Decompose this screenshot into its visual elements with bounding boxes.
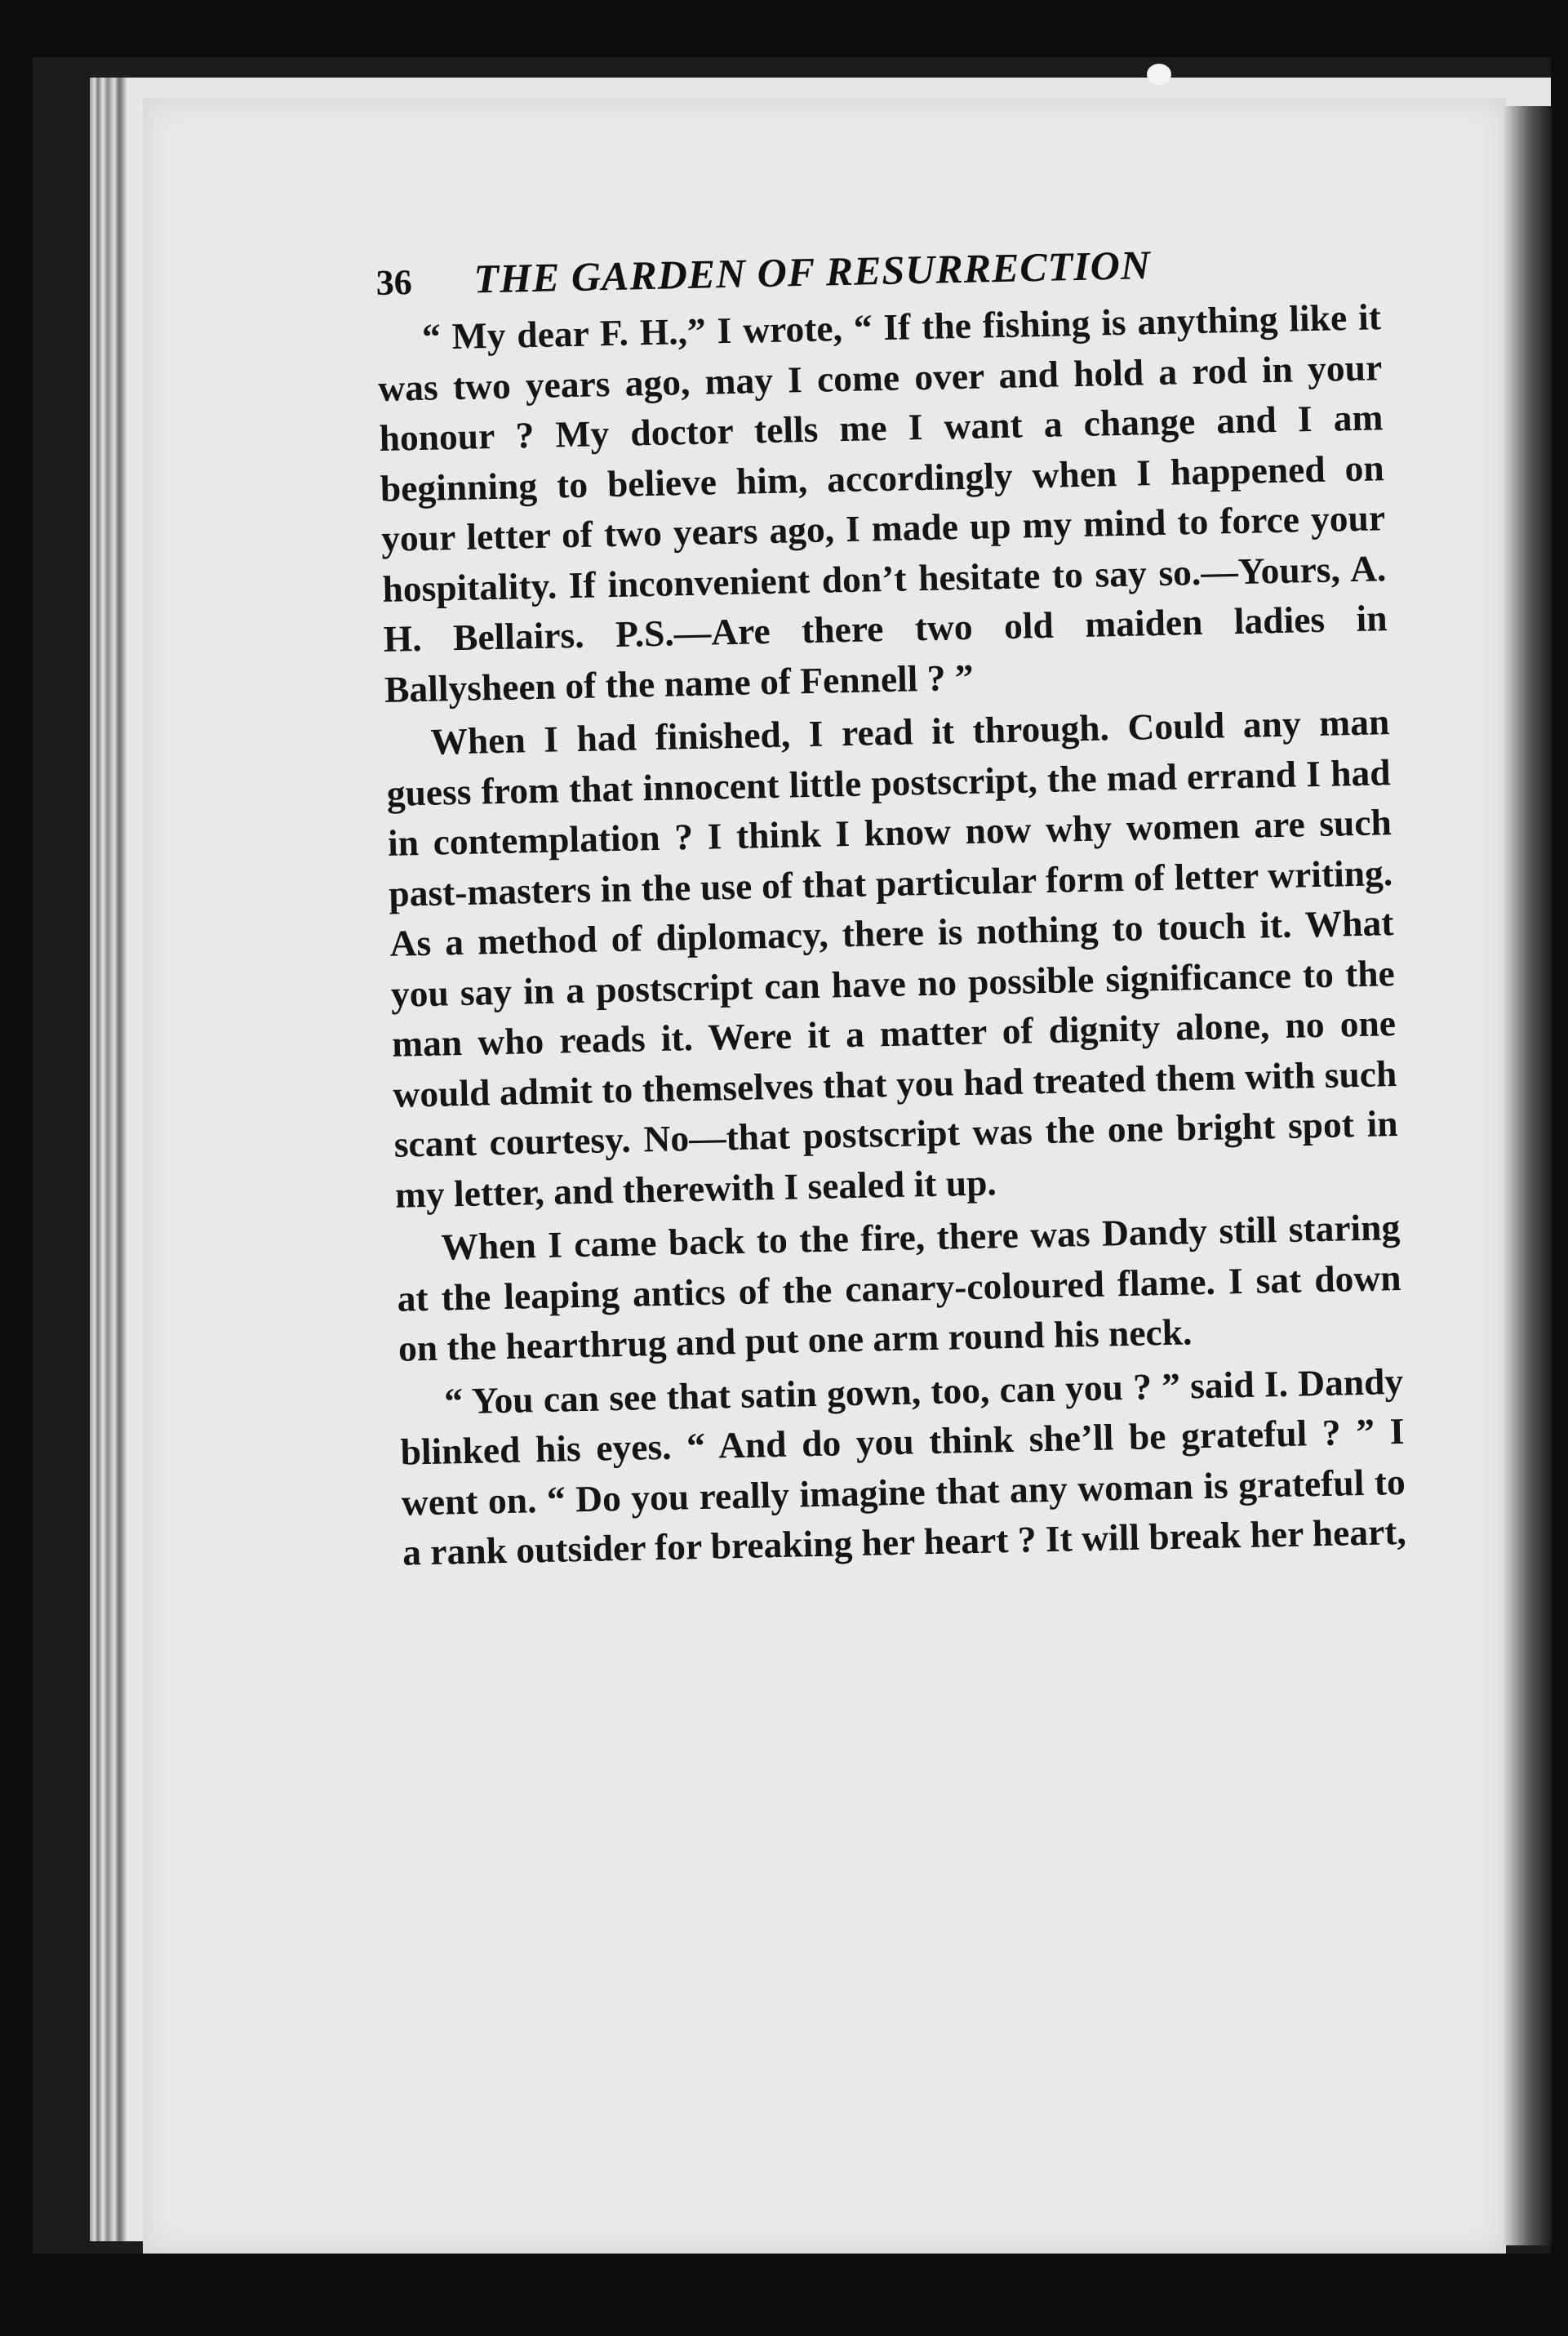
running-title: THE GARDEN OF RESURRECTION — [473, 242, 1152, 302]
page-number: 36 — [375, 262, 413, 303]
paragraph-letter: “ My dear F. H.,” I wrote, “ If the fishing is anything like it was two years ago, may I come over and hold a rod in your honour ? My doctor tells me I want a change and I am beginning to believe him, accordingly when I happened on your letter of two years ago, I made up my mind to force your hospitality. If inconvenient don’t hesitate to say so.—Yours, A. H. Bellairs. P.S.—Are there two old maiden ladies in Ballysheen of the name of Fennell ? ” — [377, 296, 1388, 710]
page-text-block — [375, 236, 1407, 1581]
paragraph-postscript-reflection: When I had finished, I read it through. Could any man guess from that innocent little postscript, the mad errand I had in contemplation ? I think I know now why women are such past-masters in the use of that particular form of letter writing. As a method of diplomacy, there is nothing to touch it. What you say in a postscript can have no possible significance to the man who reads it. Were it a matter of dignity alone, no one would admit to themselves that you had treated them with such scant courtesy. No—that postscript was the one bright spot in my letter, and therewith I sealed it up. — [386, 701, 1399, 1216]
gutter-shadow — [1503, 106, 1552, 2245]
paragraph-fire: When I came back to the fire, there was Dandy still staring at the leaping antics of the canary-coloured flame. I sat down on the hearthrug and put one arm round his neck. — [397, 1205, 1401, 1369]
dust-speck — [1147, 64, 1171, 85]
paragraph-dialogue: “ You can see that satin gown, too, can you ? ” said I. Dandy blinked his eyes. “ And do you think she’ll be grateful ? ” I went on. “ Do you really imagine that any woman is grateful to a rank outsider for breaking her heart ? It will break her heart, — [400, 1359, 1407, 1573]
